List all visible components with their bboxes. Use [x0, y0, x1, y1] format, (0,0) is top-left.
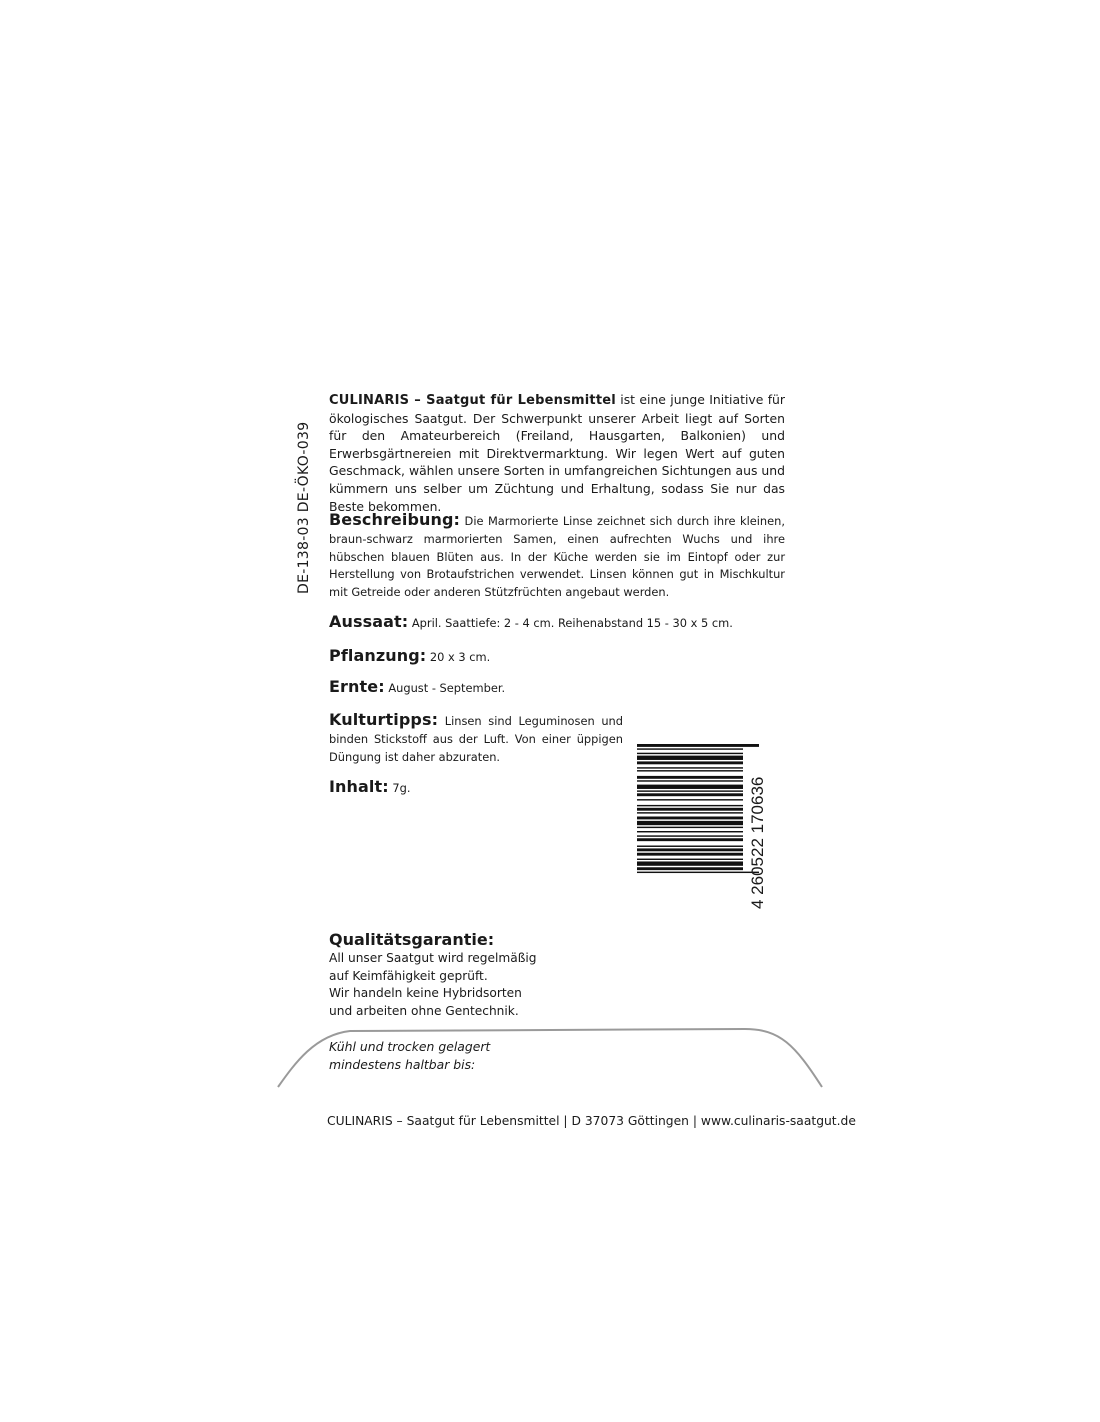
- barcode-bars: [637, 744, 759, 873]
- planting-text: 20 x 3 cm.: [426, 650, 491, 664]
- barcode-bar: [637, 846, 743, 847]
- barcode-bar: [637, 867, 743, 870]
- storage-line-2: mindestens haltbar bis:: [329, 1057, 476, 1072]
- quality-line-3: Wir handeln keine Hybridsorten: [329, 986, 522, 1001]
- storage-note: [329, 1038, 490, 1074]
- barcode-bar: [637, 780, 743, 781]
- barcode-bar: [637, 817, 743, 820]
- barcode-number: 4 260522 170636: [748, 776, 767, 909]
- sowing-heading: Aussaat:: [329, 612, 409, 631]
- description-section: [329, 511, 785, 602]
- intro-text: ist eine junge Initiative für ökologisches Saatgut. Der Schwerpunkt unserer Arbeit liegt auf Sorten für den Amateurbereich (Freiland, Hausgarten, Balkonien) und Erwerbsgärtnereien mit Direktvermarktung. Wir legen Wert auf guten Geschmack, wählen unsere Sorten in umfangreichen Sichtungen aus und kümmern uns selber um Züchtung und Erhaltung, sodass Sie nur das Beste bekommen.: [329, 392, 785, 514]
- quality-guarantee: [329, 931, 589, 1021]
- quality-line-4: und arbeiten ohne Gentechnik.: [329, 1004, 519, 1019]
- barcode-bar: [637, 835, 743, 836]
- barcode-bar: [637, 859, 743, 860]
- barcode-bar: [637, 776, 743, 779]
- barcode: [637, 744, 767, 909]
- footer-address: CULINARIS – Saatgut für Lebensmittel | D 37073 Göttingen | www.culinaris-saatgut.de: [327, 1114, 856, 1128]
- barcode-bar: [637, 821, 743, 825]
- barcode-bar: [637, 744, 759, 747]
- contents-section: [329, 778, 623, 798]
- contents-text: 7g.: [388, 781, 411, 795]
- harvest-text: August - September.: [384, 681, 506, 695]
- certification-code: DE-138-03 DE-ÖKO-039: [296, 421, 312, 594]
- barcode-bar: [637, 853, 743, 856]
- description-heading: Beschreibung:: [329, 510, 461, 529]
- barcode-bar: [637, 872, 759, 873]
- tips-section: [329, 711, 623, 766]
- barcode-bar: [637, 761, 743, 764]
- barcode-bar: [637, 748, 743, 749]
- brand-name: CULINARIS – Saatgut für Lebensmittel: [329, 393, 616, 408]
- intro-paragraph: [329, 391, 785, 515]
- barcode-bar: [637, 805, 743, 806]
- tips-heading: Kulturtipps:: [329, 710, 439, 729]
- barcode-bar: [637, 848, 743, 851]
- barcode-bar: [637, 838, 743, 841]
- barcode-bar: [637, 767, 743, 768]
- barcode-bar: [637, 827, 743, 828]
- barcode-bar: [637, 753, 743, 754]
- tips-text: Linsen sind Leguminosen und binden Stickstoff aus der Luft. Von einer üppigen Düngung ist daher abzuraten.: [329, 714, 623, 764]
- barcode-bar: [637, 770, 743, 771]
- storage-line-1: Kühl und trocken gelagert: [329, 1039, 491, 1054]
- barcode-bar: [637, 756, 743, 760]
- barcode-bar: [637, 808, 743, 811]
- planting-heading: Pflanzung:: [329, 646, 427, 665]
- quality-line-2: auf Keimfähigkeit geprüft.: [329, 968, 488, 983]
- planting-section: [329, 647, 785, 667]
- sowing-section: [329, 613, 785, 633]
- barcode-bar: [637, 793, 743, 796]
- sowing-text: April. Saattiefe: 2 - 4 cm. Reihenabstand 15 - 30 x 5 cm.: [408, 616, 733, 630]
- description-text: Die Marmorierte Linse zeichnet sich durch ihre kleinen, braun-schwarz marmorierten Samen, einen aufrechten Wuchs und ihre hübschen blauen Blüten aus. In der Küche werden sie im Eintopf oder zur Herstellung von Brotaufstrichen verwendet. Linsen können gut in Mischkultur mit Getreide oder anderen Stützfrüchten angebaut werden.: [329, 514, 785, 600]
- barcode-bar: [637, 785, 743, 789]
- barcode-bar: [637, 812, 743, 813]
- barcode-bar: [637, 799, 743, 800]
- quality-heading: Qualitätsgarantie:: [329, 930, 495, 949]
- barcode-bar: [637, 831, 743, 832]
- barcode-bar: [637, 790, 743, 791]
- harvest-section: [329, 678, 785, 698]
- harvest-heading: Ernte:: [329, 677, 385, 696]
- contents-heading: Inhalt:: [329, 777, 389, 796]
- quality-line-1: All unser Saatgut wird regelmäßig: [329, 950, 537, 965]
- barcode-bar: [637, 861, 743, 865]
